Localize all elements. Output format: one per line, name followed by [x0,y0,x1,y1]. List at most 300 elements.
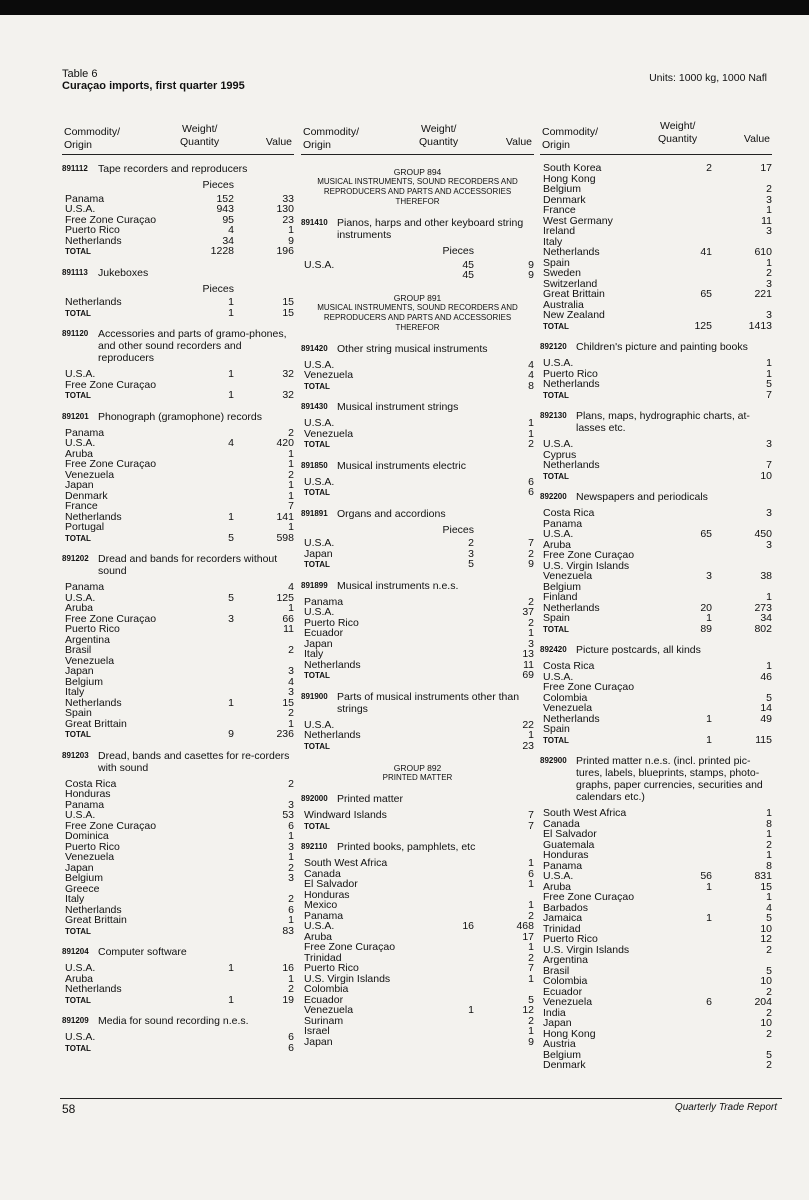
weight-quantity [662,808,712,819]
value-cell: 3 [766,309,772,321]
value-cell: 5 [766,912,772,924]
commodity-section [62,946,294,1005]
value-cell: 125 [276,591,294,604]
weight-quantity [662,300,712,311]
table-row [540,871,772,882]
table-row [301,730,534,741]
origin-name: Barbados [543,901,588,914]
weight-quantity [184,645,234,656]
value-cell: 2 [528,909,534,922]
table-row [540,913,772,924]
origin-name: TOTAL [65,995,91,1005]
commodity-heading [301,691,534,715]
value-cell: 3 [766,538,772,551]
value-cell: 22 [522,718,534,731]
origin-name: Free Zone Curaçao [65,378,157,391]
table-row [540,661,772,672]
total-row [540,321,772,332]
table-row [540,861,772,872]
table-row [301,911,534,922]
origin-name: Great Brittain [65,914,127,926]
commodity-section [62,750,294,937]
commodity-section [62,553,294,740]
origin-name: Brasil [65,644,92,656]
weight-quantity [184,666,234,677]
value-label: Value [743,133,770,145]
table-row [301,963,534,974]
value-cell: 11 [283,623,294,635]
origin-name: TOTAL [65,308,91,318]
weight-quantity [662,1018,712,1029]
origin-name: Israel [304,1025,330,1037]
value-cell: 6 [288,1041,294,1054]
commodity-code: 891112 [62,164,88,173]
origin-name: Hong Kong [543,172,596,185]
value-cell: 7 [528,809,534,821]
origin-rows [301,538,534,570]
commodity-title: Newspapers and periodicals [576,491,708,503]
origin-name: Panama [65,581,105,593]
commodity-heading [62,328,294,364]
table-row [540,289,772,300]
origin-name: Venezuela [304,1004,354,1016]
commodity-code: 891201 [62,411,89,421]
origin-name: Colombia [543,691,588,704]
weight-quantity [662,672,712,683]
weight-quantity [424,429,474,440]
commodity-title: Musical instruments n.e.s. [337,579,459,592]
weight-quantity [424,821,474,832]
weight-quantity: 89 [700,622,712,635]
value-cell: 4 [528,369,534,381]
value-cell: 34 [760,612,772,624]
weight-quantity [184,894,234,905]
origin-rows [62,369,294,401]
origin-label: Origin [542,139,571,151]
table-row [62,1032,294,1043]
weight-quantity [662,439,712,450]
origin-name: U.S.A. [304,606,335,618]
value-cell: 15 [282,306,294,319]
weight-quantity: 1228 [210,245,234,257]
table-row [540,808,772,819]
value-cell: 38 [760,570,772,582]
column-heading [62,120,294,155]
origin-name: TOTAL [65,1043,91,1053]
table-row [62,459,294,470]
weight-quantity [424,932,474,943]
weight-quantity [662,661,712,672]
value-cell: 1 [528,1025,534,1037]
weight-quantity [184,926,234,937]
origin-name: Puerto Rico [65,224,120,236]
weight-quantity: 20 [700,601,712,614]
origin-name: U.S. Virgin Islands [304,972,391,985]
table-row [62,800,294,811]
weight-quantity [184,852,234,863]
origin-name: Great Brittain [543,288,605,300]
table-row [540,247,772,258]
table-row [540,1008,772,1019]
commodity-heading [301,460,534,472]
origin-name: Trinidad [543,922,581,935]
origin-name: U.S.A. [543,357,574,369]
total-row [62,308,294,319]
table-row [62,297,294,308]
weight-quantity [662,358,712,369]
table-row [540,997,772,1008]
origin-name: Venezuela [65,468,115,481]
origin-name: Venezuela [543,996,593,1008]
table-row [540,1018,772,1029]
table-row [540,934,772,945]
table-row [301,260,534,271]
commodity-heading [62,946,294,958]
commodity-code: 892120 [540,342,567,351]
weight-label: Weight/ [182,123,218,135]
value-cell: 2 [766,267,772,279]
weight-quantity: 1 [228,993,234,1006]
value-cell: 1 [766,807,772,819]
value-cell: 5 [766,1048,772,1061]
weight-quantity [424,660,474,671]
table-row [540,703,772,714]
origin-rows [62,297,294,318]
value-cell: 8 [528,379,534,392]
weight-quantity [662,450,712,461]
commodity-code: 891203 [62,750,89,760]
weight-quantity [184,1043,234,1054]
origin-rows [540,808,772,1071]
value-cell: 1 [528,627,534,639]
weight-quantity [424,953,474,964]
table-row [540,592,772,603]
origin-name: TOTAL [65,926,91,936]
table-row [62,428,294,439]
table-row [540,226,772,237]
origin-name: Ireland [543,225,576,237]
value-cell: 1 [766,828,772,840]
value-cell: 8 [766,859,772,872]
value-cell: 6 [528,475,534,488]
value-cell: 5 [766,378,772,390]
group-heading [301,167,534,207]
table-row [62,645,294,656]
weight-quantity [662,205,712,216]
value-cell: 6 [288,903,294,916]
value-cell: 2 [766,838,772,851]
origin-name: Japan [65,861,94,874]
table-row [540,460,772,471]
weight-quantity: 34 [222,234,234,247]
origin-name: TOTAL [304,488,330,497]
weight-quantity: 9 [228,728,234,740]
origin-name: U.S.A. [65,809,96,821]
commodity-code: 892110 [301,842,328,851]
origin-rows [301,810,534,831]
weight-quantity [662,310,712,321]
table-row [62,194,294,205]
weight-quantity [184,677,234,688]
value-cell [712,1039,772,1050]
commodity-heading [301,343,534,355]
value-cell: 273 [754,601,772,614]
table-row [62,831,294,842]
value-cell: 12 [522,1004,534,1016]
origin-name: Venezuela [543,570,593,582]
weight-quantity [662,508,712,519]
value-cell: 3 [288,840,294,853]
weight-quantity [424,974,474,985]
commodity-section [540,491,772,634]
value-cell: 7 [528,537,534,549]
value-cell: 69 [522,669,534,681]
table-row [62,984,294,995]
commodity-title: Media for sound recording n.e.s. [98,1015,249,1027]
value-cell [712,550,772,561]
quantity-label: Quantity [658,133,698,145]
commodity-section [301,793,534,831]
origin-name: Netherlands [65,510,122,523]
origin-name: Panama [543,859,583,872]
table-row [540,358,772,369]
weight-quantity [662,693,712,704]
table-row [540,682,772,693]
origin-name: U.S. Virgin Islands [543,559,630,572]
commodity-code: 891113 [62,267,88,277]
table-row [540,714,772,725]
origin-name: Australia [543,298,584,311]
weight-quantity [184,1032,234,1043]
origin-name: Panama [65,798,105,811]
weight-quantity [662,850,712,861]
weight-quantity: 5 [468,558,474,570]
commodity-code: 891410 [301,218,328,227]
commodity-heading [540,644,772,656]
table-row [301,1026,534,1037]
value-cell: 1 [288,224,294,236]
weight-quantity [662,258,712,269]
value-cell: 196 [276,245,294,257]
origin-name: Japan [543,1017,572,1029]
table-row [301,984,534,995]
table-row [540,1060,772,1071]
weight-quantity [662,369,712,380]
origin-name: Puerto Rico [65,623,120,635]
weight-quantity [424,477,474,488]
value-cell: 3 [766,225,772,237]
commodity-title: Plans, maps, hydrographic charts, at-lasses etc. [576,410,750,434]
weight-quantity [662,540,712,551]
origin-name: Switzerland [543,277,598,290]
commodity-code: 891430 [301,402,328,411]
value-cell [234,656,294,667]
origin-name: Hong Kong [543,1027,596,1040]
weight-quantity: 56 [700,870,712,882]
table-row [62,236,294,247]
value-cell: 11 [523,658,534,671]
origin-name: TOTAL [304,381,330,391]
value-cell: 2 [528,951,534,964]
origin-name: Canada [543,817,580,830]
origin-name: TOTAL [304,671,330,680]
value-cell [474,890,534,901]
commodity-title: Dread, bands and casettes for re-corders with sound [98,749,290,774]
commodity-title: Printed matter [337,793,403,805]
weight-quantity [424,639,474,650]
total-row [301,381,534,392]
value-cell: 204 [754,996,772,1008]
table-row [62,708,294,719]
value-cell: 15 [760,880,772,893]
table-row [301,607,534,618]
origin-name: Windward Islands [304,809,387,821]
origin-rows [62,1032,294,1053]
value-cell [712,682,772,693]
value-cell: 1 [288,717,294,730]
weight-quantity: 4 [228,224,234,236]
weight-quantity: 1 [228,510,234,523]
value-cell: 130 [276,203,294,215]
weight-quantity [662,966,712,977]
commodity-section [62,267,294,319]
origin-name: Venezuela [543,702,593,714]
weight-quantity [424,1037,474,1048]
origin-name: Canada [304,867,341,880]
value-cell: 15 [282,296,294,308]
weight-quantity [424,720,474,731]
origin-name: TOTAL [543,471,569,481]
table-row [301,628,534,639]
origin-name: Finland [543,591,578,603]
value-cell: 8 [766,817,772,830]
commodity-label: Commodity/ [542,126,599,138]
origin-rows [540,358,772,400]
origin-name: South Korea [543,162,602,174]
table-row [301,429,534,440]
value-cell: 1 [288,851,294,863]
value-cell: 1 [766,891,772,903]
weight-quantity [662,724,712,735]
value-cell: 10 [760,1017,772,1029]
origin-name: Free Zone Curaçao [65,819,157,832]
commodity-section [301,217,534,281]
table-row [301,858,534,869]
table-row [62,656,294,667]
weight-quantity [424,670,474,681]
value-cell: 236 [276,728,294,740]
table-row [301,921,534,932]
commodity-section [301,841,534,1047]
value-cell: 49 [760,712,772,725]
value-cell: 1 [288,447,294,460]
weight-quantity: 3 [468,547,474,560]
origin-name: Denmark [65,489,108,502]
origin-name: Netherlands [304,729,361,741]
commodity-code: 892130 [540,411,567,420]
origin-name: Belgium [65,872,103,884]
origin-name: Argentina [65,633,110,646]
weight-quantity [184,789,234,800]
table-row [540,892,772,903]
origin-name: U.S.A. [65,368,96,380]
weight-quantity: 1 [706,712,712,725]
unit-label: Pieces [202,179,234,191]
total-row [540,735,772,746]
weight-quantity [662,216,712,227]
value-cell: 1 [288,914,294,926]
value-cell: 1 [288,521,294,533]
total-row [301,821,534,832]
value-cell: 7 [528,819,534,832]
commodity-title: Jukeboxes [98,266,149,279]
value-cell: 53 [282,809,294,821]
table-row [301,942,534,953]
value-cell: 1 [766,849,772,861]
commodity-title: Picture postcards, all kinds [576,644,701,656]
origin-name: Free Zone Curaçao [543,549,635,561]
value-label: Value [265,136,292,148]
origin-name: TOTAL [304,821,330,831]
table-row [540,829,772,840]
table-row [301,538,534,549]
total-row [62,995,294,1006]
origin-name: Netherlands [543,378,600,390]
weight-quantity [184,470,234,481]
unit-label: Pieces [442,523,474,536]
origin-name: Venezuela [304,369,354,381]
origin-name: Netherlands [543,601,600,614]
origin-name: Costa Rica [65,777,117,790]
origin-name: TOTAL [304,741,330,751]
origin-rows [301,418,534,450]
value-cell: 1413 [748,319,772,332]
value-cell: 9 [528,269,534,281]
weight-quantity [184,974,234,985]
commodity-title: Musical instruments electric [337,459,466,472]
value-cell: 2 [766,985,772,998]
origin-name: U.S.A. [304,475,335,488]
origin-name: El Salvador [304,878,358,890]
origin-name: Costa Rica [543,660,595,672]
origin-name: TOTAL [65,247,91,256]
table-row [62,470,294,481]
commodity-section [301,460,534,498]
origin-name: Belgium [543,183,581,195]
value-cell: 4 [528,358,534,371]
group-code: GROUP 892 [393,763,442,773]
value-cell: 17 [522,930,534,943]
weight-quantity: 95 [222,213,234,226]
value-cell: 2 [288,983,294,995]
weight-quantity [424,858,474,869]
value-cell: 1 [528,972,534,985]
value-cell: 6 [528,867,534,880]
value-cell: 83 [282,924,294,937]
weight-quantity: 6 [706,996,712,1008]
commodity-section [62,328,294,401]
value-cell: 9 [528,258,534,271]
weight-quantity: 5 [228,531,234,544]
value-cell: 115 [755,733,772,746]
scan-top-border [0,0,809,15]
weight-quantity [662,892,712,903]
table-row [62,225,294,236]
weight-quantity: 1 [706,612,712,624]
group-heading [301,763,534,783]
weight-quantity [662,945,712,956]
weight-quantity: 5 [228,591,234,604]
